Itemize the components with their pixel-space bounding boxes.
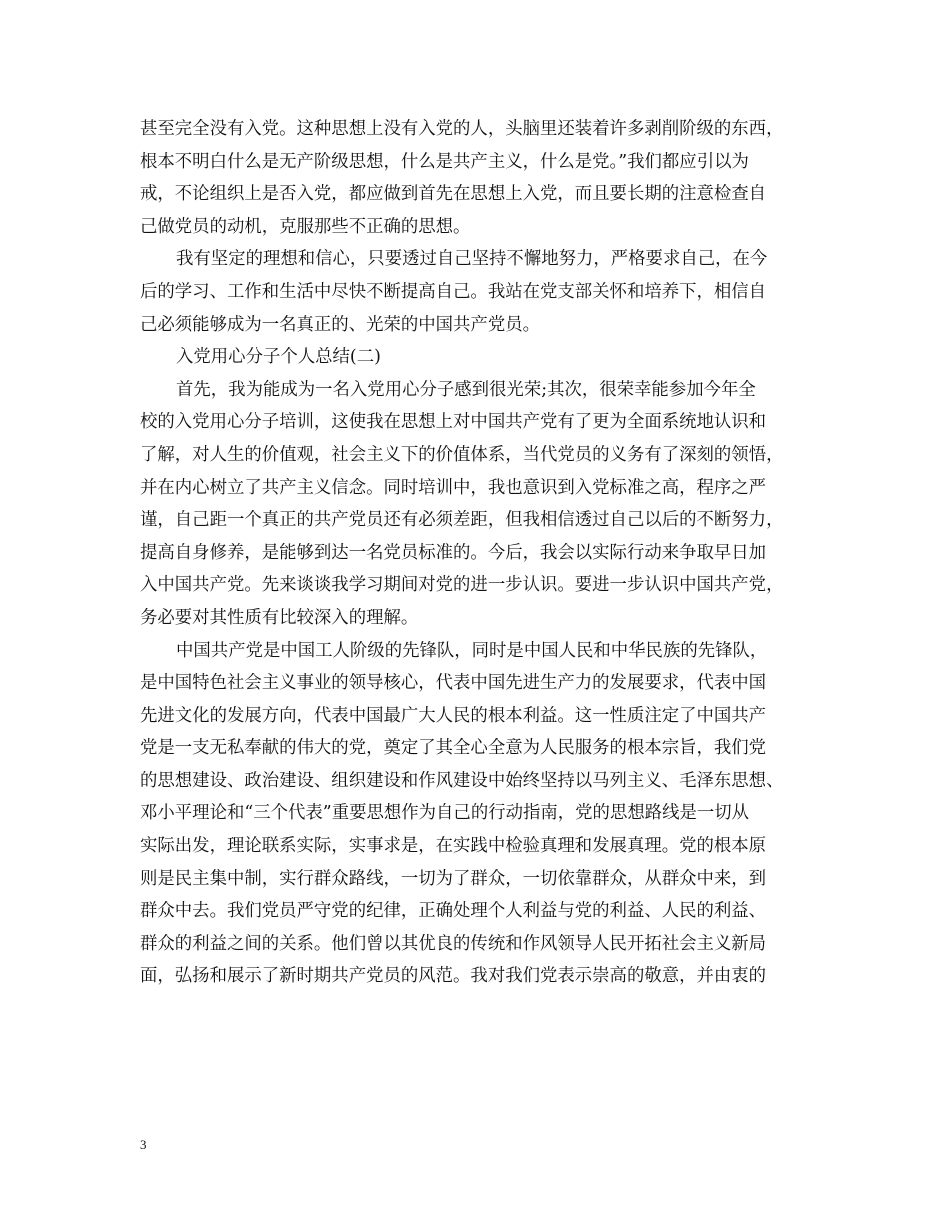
- text-line: 并在内心树立了共产主义信念。同时培训中，我也意识到入党标准之高，程序之严: [140, 477, 767, 498]
- text-line: 则是民主集中制，实行群众路线，一切为了群众，一切依靠群众，从群众中来，到: [140, 868, 767, 889]
- document-body: [140, 113, 820, 993]
- text-line: 了解，对人生的价值观，社会主义下的价值体系，当代党员的义务有了深刻的领悟，: [140, 444, 784, 465]
- text-line: 首先，我为能成为一名入党用心分子感到很光荣;其次，很荣幸能参加今年全: [176, 379, 756, 400]
- text-line: 务必要对其性质有比较深入的理解。: [140, 607, 419, 628]
- text-line: 我有坚定的理想和信心，只要透过自己坚持不懈地努力，严格要求自己，在今: [176, 249, 768, 270]
- text-line: 是中国特色社会主义事业的领导核心，代表中国先进生产力的发展要求，代表中国: [140, 673, 767, 694]
- text-line: 党是一支无私奉献的伟大的党，奠定了其全心全意为人民服务的根本宗旨，我们党: [140, 738, 767, 759]
- text-line: 甚至完全没有入党。这种思想上没有入党的人，头脑里还装着许多剥削阶级的东西，: [140, 119, 784, 139]
- text-line: 入党用心分子个人总结(二): [176, 347, 381, 368]
- text-line: 己做党员的动机，克服那些不正确的思想。: [140, 216, 471, 237]
- text-line: 中国共产党是中国工人阶级的先锋队，同时是中国人民和中华民族的先锋队，: [176, 640, 768, 661]
- text-line: 戒，不论组织上是否入党，都应做到首先在思想上入党，而且要长期的注意检查自: [140, 184, 767, 205]
- text-line: 谨，自己距一个真正的共产党员还有必须差距，但我相信透过自己以后的不断努力，: [140, 510, 784, 531]
- text-line: 实际出发，理论联系实际，实事求是，在实践中检验真理和发展真理。党的根本原: [140, 836, 767, 857]
- text-line: 提高自身修养，是能够到达一名党员标准的。今后，我会以实际行动来争取早日加: [140, 542, 767, 563]
- text-line: 群众中去。我们党员严守党的纪律，正确处理个人利益与党的利益、人民的利益、: [140, 901, 767, 922]
- text-line: 邓小平理论和“三个代表”重要思想作为自己的行动指南，党的思想路线是一切从: [140, 803, 750, 824]
- text-line: 面，弘扬和展示了新时期共产党员的风范。我对我们党表示崇高的敬意，并由衷的: [140, 966, 767, 987]
- text-line: 先进文化的发展方向，代表中国最广大人民的根本利益。这一性质注定了中国共产: [140, 705, 767, 726]
- text-line: 入中国共产党。先来谈谈我学习期间对党的进一步认识。要进一步认识中国共产党，: [140, 575, 784, 596]
- page-number: 3: [140, 1137, 147, 1152]
- text-line: 群众的利益之间的关系。他们曾以其优良的传统和作风领导人民开拓社会主义新局: [140, 933, 767, 954]
- text-line: 校的入党用心分子培训，这使我在思想上对中国共产党有了更为全面系统地认识和: [140, 412, 767, 433]
- text-line: 后的学习、工作和生活中尽快不断提高自己。我站在党支部关怀和培养下，相信自: [140, 281, 767, 302]
- text-line: 己必须能够成为一名真正的、光荣的中国共产党员。: [140, 314, 540, 335]
- text-line: 根本不明白什么是无产阶级思想，什么是共产主义，什么是党。”我们都应引以为: [140, 151, 749, 172]
- text-line: 的思想建设、政治建设、组织建设和作风建设中始终坚持以马列主义、毛泽东思想、: [140, 770, 784, 791]
